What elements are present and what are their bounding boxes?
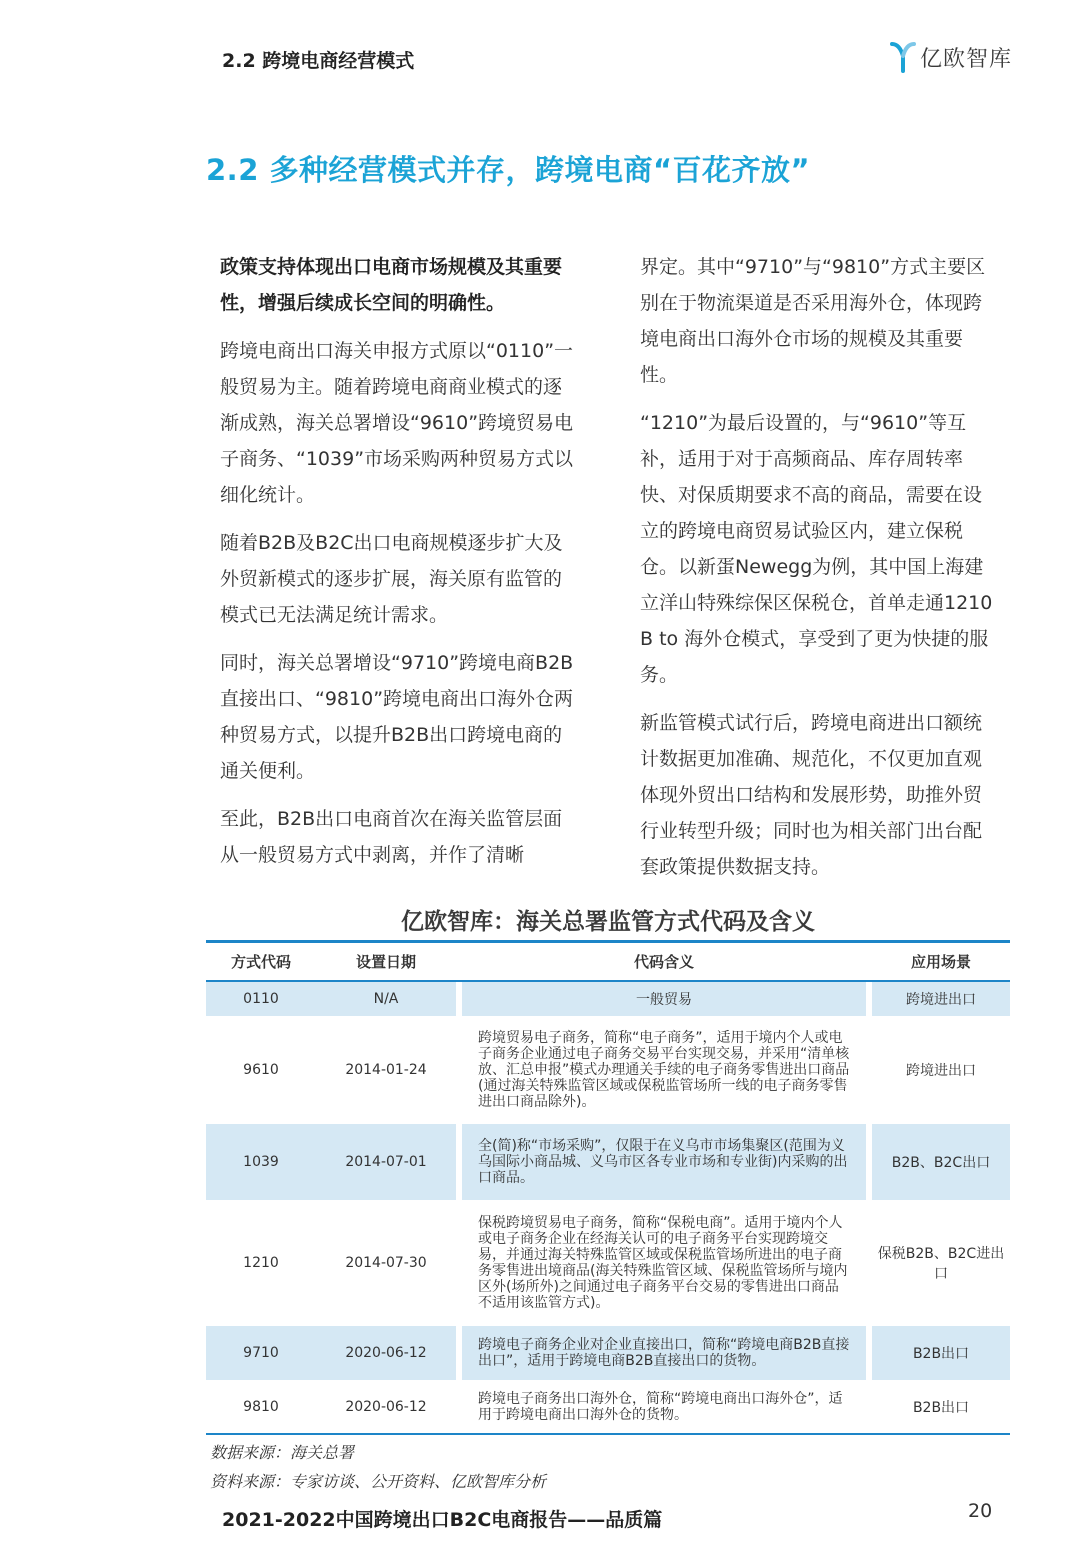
cell-code: 1039 <box>206 1124 316 1200</box>
left-column <box>220 249 580 885</box>
page-number: 20 <box>968 1500 993 1522</box>
cell-meaning: 保税跨境贸易电子商务，简称“保税电商”。适用于境内个人或电子商务企业在经海关认可的电子商务平台实现跨境交易，并通过海关特殊监管区域或保税监管场所进出的电子商务零售进出境商品(海关特殊监管区域、保税监管场所与境内区外(场所外)之间通过电子商务平台交易的零售进出口商品不适用该监管方式)。 <box>478 1215 848 1311</box>
cell-meaning: 跨境电子商务企业对企业直接出口，简称“跨境电商B2B直接出口”，适用于跨境电商B2B直接出口的货物。 <box>462 1326 866 1380</box>
right-column <box>640 249 1000 897</box>
header-meaning: 代码含义 <box>633 953 694 971</box>
customs-codes-table <box>206 940 1010 1435</box>
cell-code: 1210 <box>243 1255 279 1271</box>
cell-meaning: 跨境贸易电子商务，简称“电子商务”，适用于境内个人或电子商务企业通过电子商务交易平台实现交易，并采用“清单核放、汇总申报”模式办理通关手续的电子商务零售进出口商品(通过海关特殊监管区域或保税监管场所一线的电子商务零售进出口商品除外)。 <box>478 1030 850 1110</box>
cell-scene: 跨境进出口 <box>872 981 1010 1016</box>
table-row <box>206 1326 1010 1380</box>
paragraph: 界定。其中“9710”与“9810”方式主要区别在于物流渠道是否采用海外仓，体现跨境电商出口海外仓市场的规模及其重要性。 <box>640 256 986 386</box>
sources <box>210 1438 546 1496</box>
cell-meaning: 一般贸易 <box>462 981 866 1016</box>
cell-date: 2014-07-30 <box>345 1255 427 1271</box>
table-row <box>206 1200 1010 1326</box>
table-header-row <box>206 942 1010 982</box>
paragraph: “1210”为最后设置的，与“9610”等互补，适用于对于高频商品、库存周转率快、对保质期要求不高的商品，需要在设立的跨境电商贸易试验区内，建立保税仓。以新蛋Newegg为例，其中国上海建立洋山特殊综保区保税仓，首单走通1210 B to 海外仓模式，享受到了更为快捷的服务。 <box>640 412 993 686</box>
table-title: 亿欧智库：海关总署监管方式代码及含义 <box>401 909 815 935</box>
table-row <box>206 1124 1010 1200</box>
lead-paragraph: 政策支持体现出口电商市场规模及其重要性，增强后续成长空间的明确性。 <box>220 256 563 314</box>
material-source: 资料来源：专家访谈、公开资料、亿欧智库分析 <box>210 1472 547 1491</box>
cell-code: 9710 <box>206 1326 316 1380</box>
cell-scene: B2B出口 <box>912 1399 970 1416</box>
data-source: 数据来源：海关总署 <box>210 1443 355 1462</box>
cell-meaning: 跨境电子商务出口海外仓，简称“跨境电商出口海外仓”，适用于跨境电商出口海外仓的货物。 <box>478 1390 843 1423</box>
cell-scene: 保税B2B、B2C进出口 <box>877 1246 1005 1282</box>
cell-date: 2020-06-12 <box>345 1398 427 1415</box>
cell-code: 9810 <box>243 1398 279 1415</box>
cell-scene: B2B出口 <box>872 1326 1010 1380</box>
page-title: 2.2 多种经营模式并存，跨境电商“百花齐放” <box>206 153 811 187</box>
cell-scene: 跨境进出口 <box>906 1063 976 1079</box>
table-row <box>206 1016 1010 1124</box>
cell-date: N/A <box>316 981 456 1016</box>
header-code: 方式代码 <box>230 953 291 971</box>
table-row <box>206 981 1010 1016</box>
cell-date: 2014-01-24 <box>345 1062 427 1078</box>
cell-date: 2014-07-01 <box>316 1124 456 1200</box>
cell-scene: B2B、B2C出口 <box>872 1124 1010 1200</box>
cell-code: 0110 <box>206 981 316 1016</box>
report-title: 2021-2022中国跨境出口B2C电商报告——品质篇 <box>222 1509 663 1531</box>
header-date: 设置日期 <box>355 953 416 971</box>
paragraph: 跨境电商出口海关申报方式原以“0110”一般贸易为主。随着跨境电商商业模式的逐渐成熟，海关总署增设“9610”跨境贸易电子商务、“1039”市场采购两种贸易方式以细化统计。 <box>220 340 574 506</box>
paragraph: 至此，B2B出口电商首次在海关监管层面从一般贸易方式中剥离，并作了清晰 <box>220 808 563 866</box>
table-row <box>206 1380 1010 1434</box>
paragraph: 随着B2B及B2C出口电商规模逐步扩大及外贸新模式的逐步扩展，海关原有监管的模式已无法满足统计需求。 <box>220 532 563 626</box>
section-header: 2.2 跨境电商经营模式 <box>222 50 415 72</box>
header-scene: 应用场景 <box>910 953 971 971</box>
brand-logo <box>890 40 1012 74</box>
cell-date: 2020-06-12 <box>316 1326 456 1380</box>
brand-logo-icon <box>890 41 916 73</box>
cell-meaning: 全(简)称“市场采购”，仅限于在义乌市市场集聚区(范围为义乌国际小商品城、义乌市区各专业市场和专业街)内采购的出口商品。 <box>462 1124 866 1200</box>
brand-name: 亿欧智库 <box>920 46 1013 72</box>
cell-code: 9610 <box>243 1062 279 1078</box>
paragraph: 同时，海关总署增设“9710”跨境电商B2B直接出口、“9810”跨境电商出口海外仓两种贸易方式，以提升B2B出口跨境电商的通关便利。 <box>220 652 574 782</box>
paragraph: 新监管模式试行后，跨境电商进出口额统计数据更加准确、规范化，不仅更加直观体现外贸出口结构和发展形势，助推外贸行业转型升级；同时也为相关部门出台配套政策提供数据支持。 <box>640 712 983 878</box>
